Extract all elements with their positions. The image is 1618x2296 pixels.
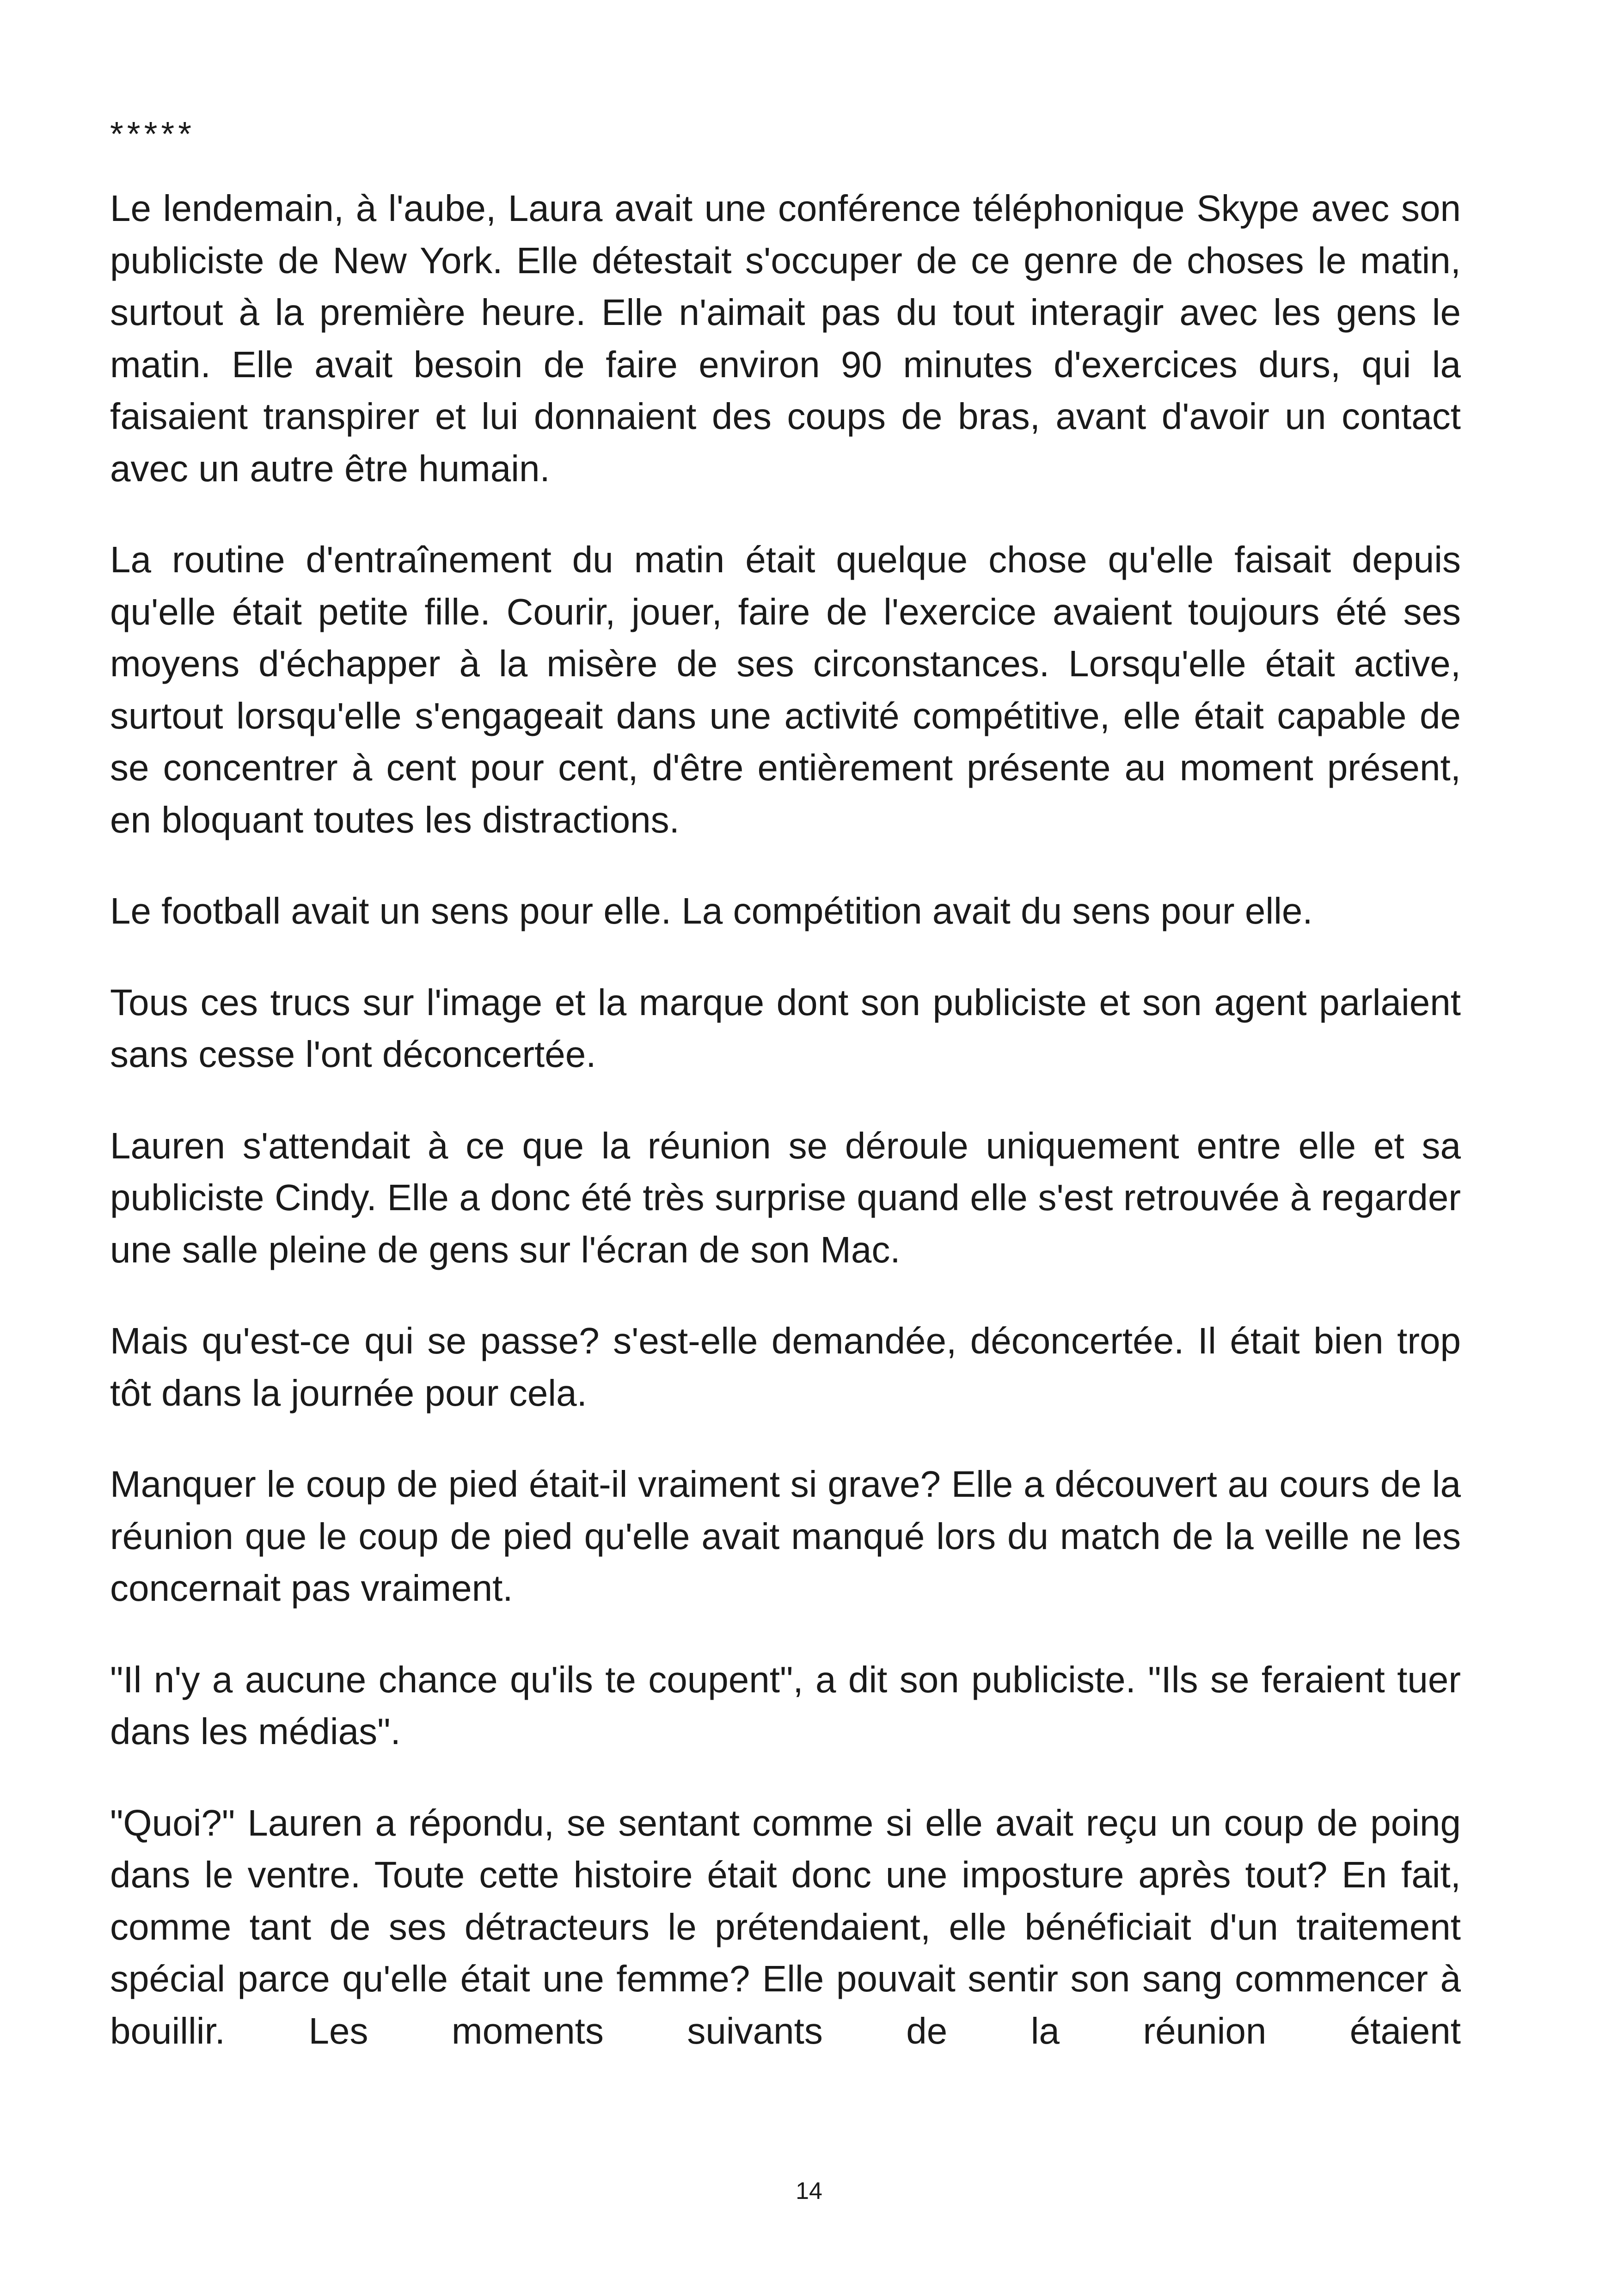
paragraph: Mais qu'est-ce qui se passe? s'est-elle demandée, déconcertée. Il était bien trop tôt dans la journée pour cela. xyxy=(110,1320,1461,1414)
page-body xyxy=(110,109,1461,2057)
paragraph: Manquer le coup de pied était-il vraiment si grave? Elle a découvert au cours de la réunion que le coup de pied qu'elle avait manqué lors du match de la veille ne les concernait pas vraiment. xyxy=(110,1463,1461,1609)
paragraph: Le football avait un sens pour elle. La compétition avait du sens pour elle. xyxy=(110,890,1313,931)
paragraph: La routine d'entraînement du matin était quelque chose qu'elle faisait depuis qu'elle était petite fille. Courir, jouer, faire de l'exercice avaient toujours été ses moyens d'échapper à la misère de ses circonstances. Lorsqu'elle était active, surtout lorsqu'elle s'engageait dans une activité compétitive, elle était capable de se concentrer à cent pour cent, d'être entièrement présente au moment présent, en bloquant toutes les distractions. xyxy=(110,539,1461,840)
section-separator: ***** xyxy=(110,115,195,153)
paragraph: Tous ces trucs sur l'image et la marque dont son publiciste et son agent parlaient sans cesse l'ont déconcertée. xyxy=(110,981,1461,1075)
paragraph: "Quoi?" Lauren a répondu, se sentant comme si elle avait reçu un coup de poing dans le ventre. Toute cette histoire était donc une imposture après tout? En fait, comme tant de ses détracteurs le prétendaient, elle bénéficiait d'un traitement spécial parce qu'elle était une femme? Elle pouvait sentir son sang commencer à bouillir. Les moments suivants de la réunion étaient xyxy=(110,1802,1461,2051)
paragraph: "Il n'y a aucune chance qu'ils te coupent", a dit son publiciste. "Ils se feraient tuer dans les médias". xyxy=(110,1659,1461,1752)
paragraph: Le lendemain, à l'aube, Laura avait une conférence téléphonique Skype avec son publiciste de New York. Elle détestait s'occuper de ce genre de choses le matin, surtout à la première heure. Elle n'aimait pas du tout interagir avec les gens le matin. Elle avait besoin de faire environ 90 minutes d'exercices durs, qui la faisaient transpirer et lui donnaient des coups de bras, avant d'avoir un contact avec un autre être humain. xyxy=(110,188,1461,489)
page-number: 14 xyxy=(796,2178,822,2204)
paragraph: Lauren s'attendait à ce que la réunion se déroule uniquement entre elle et sa publiciste Cindy. Elle a donc été très surprise quand elle s'est retrouvée à regarder une salle pleine de gens sur l'écran de son Mac. xyxy=(110,1125,1461,1270)
